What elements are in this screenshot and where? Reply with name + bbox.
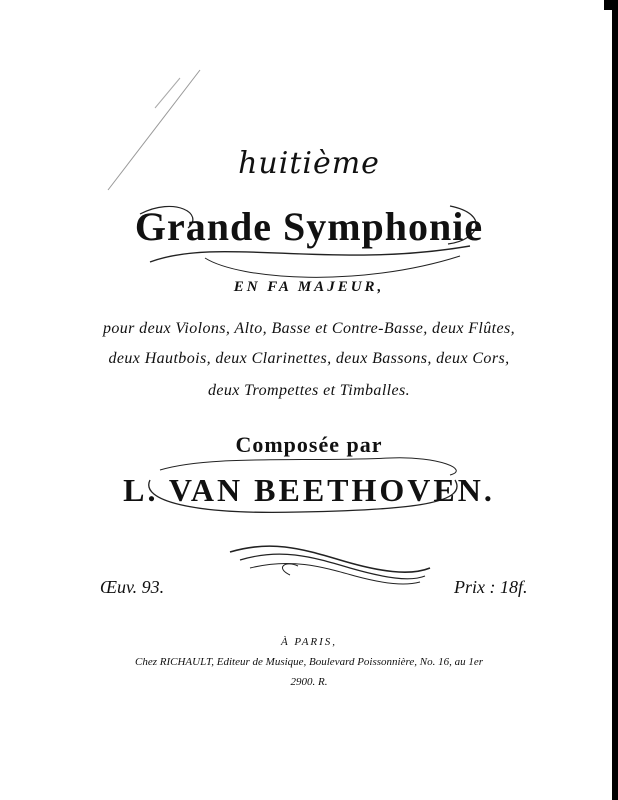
publication-city: À PARIS, [280, 636, 338, 648]
instrumentation-line: deux Trompettes et Timballes. [207, 382, 411, 399]
publisher-address: Chez RICHAULT, Editeur de Musique, Boulevard Poissonnière, No. 16, au 1er [135, 656, 483, 668]
price: Prix : 18f. [454, 577, 528, 597]
instrumentation-line: deux Hautbois, deux Clarinettes, deux Bassons, deux Cors, [108, 350, 510, 367]
symphony-ordinal: huitième [238, 146, 380, 181]
symphony-key: EN FA MAJEUR, [233, 279, 385, 295]
symphony-title: Grande Symphonie [134, 204, 484, 249]
plate-number: 2900. R. [290, 676, 328, 688]
composed-by-label: Composée par [235, 432, 383, 457]
opus-number: Œuv. 93. [100, 577, 165, 597]
composer-name: L. VAN BEETHOVEN. [123, 472, 495, 508]
instrumentation-line: pour deux Violons, Alto, Basse et Contre-Basse, deux Flûtes, [102, 320, 516, 337]
